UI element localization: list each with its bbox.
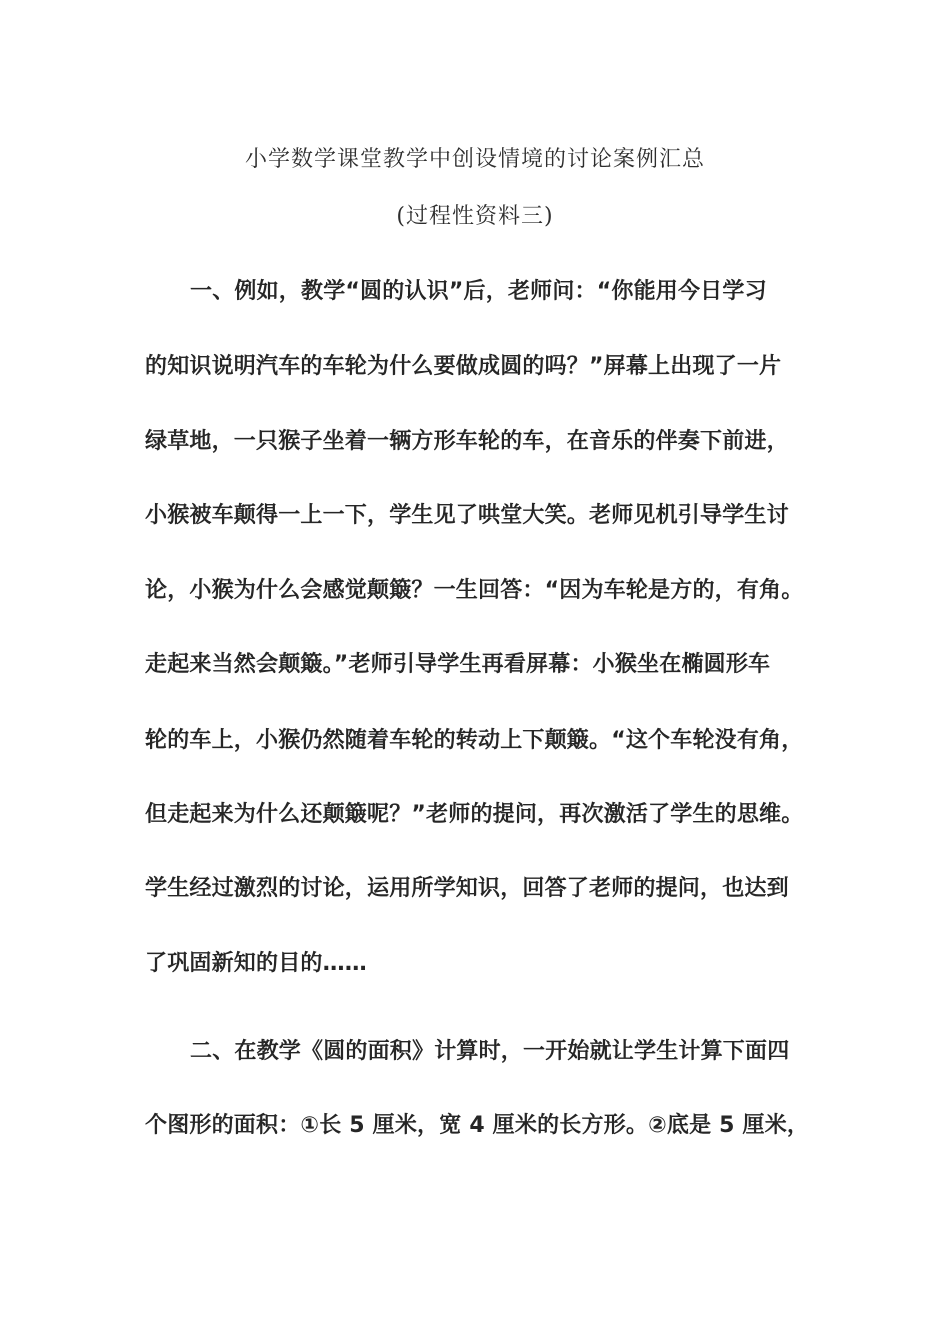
paragraph-line: 二、在教学《圆的面积》计算时，一开始就让学生计算下面四: [190, 1039, 790, 1064]
paragraph-line: 了巩固新知的目的……: [145, 951, 368, 976]
paragraph-line: 小猴被车颠得一上一下，学生见了哄堂大笑。老师见机引导学生讨: [145, 503, 789, 528]
paragraph-line: 一、例如，教学“圆的认识”后，老师问：“你能用今日学习: [190, 279, 767, 304]
paragraph-line: 轮的车上，小猴仍然随着车轮的转动上下颠簸。“这个车轮没有角，: [145, 728, 804, 753]
paragraph-line: 的知识说明汽车的车轮为什么要做成圆的吗？”屏幕上出现了一片: [145, 354, 782, 379]
paragraph-line: 但走起来为什么还颠簸呢？”老师的提问，再次激活了学生的思维。: [145, 802, 804, 827]
document-subtitle: (过程性资料三): [396, 204, 554, 229]
paragraph-line: 绿草地，一只猴子坐着一辆方形车轮的车，在音乐的伴奏下前进，: [145, 429, 789, 454]
paragraph-line: 论，小猴为什么会感觉颠簸？一生回答：“因为车轮是方的，有角。: [145, 578, 804, 603]
paragraph-line: 学生经过激烈的讨论，运用所学知识，回答了老师的提问，也达到: [145, 876, 789, 901]
document-title: 小学数学课堂教学中创设情境的讨论案例汇总: [244, 147, 705, 172]
paragraph-line: 个图形的面积：①长 5 厘米，宽 4 厘米的长方形。②底是 5 厘米，: [145, 1113, 810, 1138]
paragraph-line: 走起来当然会颠簸。”老师引导学生再看屏幕：小猴坐在椭圆形车: [145, 652, 771, 677]
